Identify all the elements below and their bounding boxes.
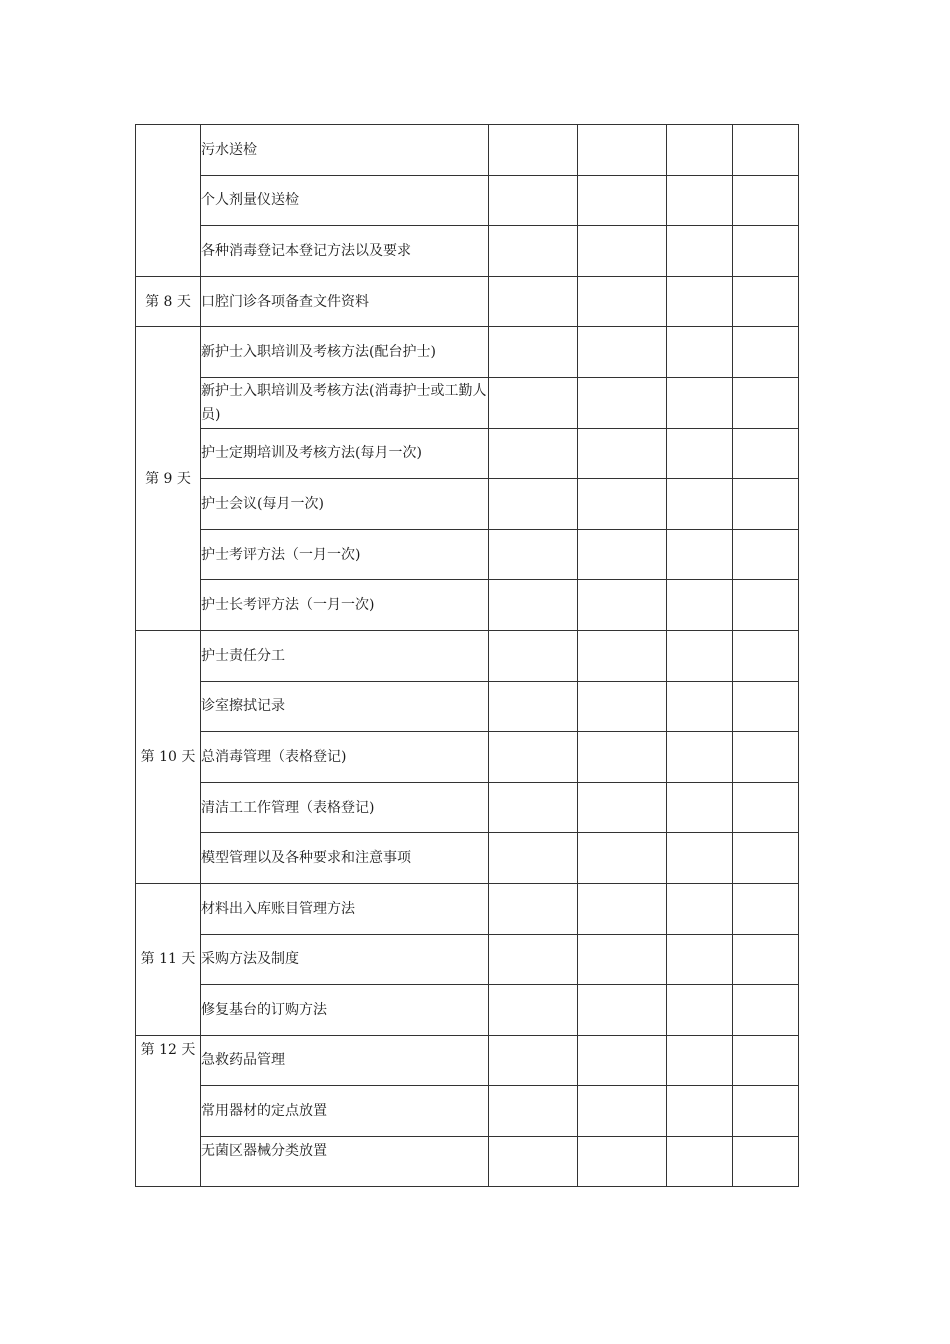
check-cell: [489, 1035, 578, 1086]
check-cell: [578, 226, 667, 277]
check-cell: [489, 1136, 578, 1187]
check-cell: [667, 479, 733, 530]
task-cell: 采购方法及制度: [201, 934, 489, 985]
check-cell: [667, 1035, 733, 1086]
check-cell: [667, 883, 733, 934]
check-cell: [733, 782, 799, 833]
check-cell: [733, 175, 799, 226]
check-cell: [489, 327, 578, 378]
task-cell: 材料出入库账目管理方法: [201, 883, 489, 934]
table-row: [136, 833, 799, 884]
check-cell: [578, 883, 667, 934]
check-cell: [733, 934, 799, 985]
table-row: [136, 428, 799, 479]
check-cell: [489, 377, 578, 428]
check-cell: [667, 782, 733, 833]
task-cell: 口腔门诊各项备查文件资料: [201, 276, 489, 327]
table-row: [136, 681, 799, 732]
task-cell: 护士考评方法（一月一次): [201, 529, 489, 580]
check-cell: [667, 732, 733, 783]
check-cell: [489, 985, 578, 1036]
task-cell: 无菌区器械分类放置: [201, 1136, 489, 1187]
check-cell: [489, 125, 578, 176]
table-row: [136, 883, 799, 934]
task-cell: 各种消毒登记本登记方法以及要求: [201, 226, 489, 277]
check-cell: [667, 226, 733, 277]
check-cell: [578, 125, 667, 176]
task-cell: 清洁工工作管理（表格登记): [201, 782, 489, 833]
table-row: [136, 377, 799, 428]
day-cell: 第 10 天: [136, 630, 201, 883]
task-cell: 护士长考评方法（一月一次): [201, 580, 489, 631]
table-row: [136, 125, 799, 176]
task-cell: 护士会议(每月一次): [201, 479, 489, 530]
check-cell: [578, 580, 667, 631]
check-cell: [667, 934, 733, 985]
check-cell: [667, 175, 733, 226]
check-cell: [733, 883, 799, 934]
day-cell: 第 11 天: [136, 883, 201, 1035]
table-row: [136, 1086, 799, 1137]
check-cell: [667, 681, 733, 732]
table-row: [136, 226, 799, 277]
check-cell: [578, 377, 667, 428]
task-cell: 个人剂量仪送检: [201, 175, 489, 226]
check-cell: [667, 276, 733, 327]
task-cell: 总消毒管理（表格登记): [201, 732, 489, 783]
check-cell: [489, 226, 578, 277]
check-cell: [667, 630, 733, 681]
check-cell: [578, 681, 667, 732]
check-cell: [667, 529, 733, 580]
check-cell: [489, 732, 578, 783]
check-cell: [733, 428, 799, 479]
check-cell: [733, 479, 799, 530]
check-cell: [667, 125, 733, 176]
check-cell: [578, 1035, 667, 1086]
check-cell: [578, 276, 667, 327]
check-cell: [733, 125, 799, 176]
check-cell: [733, 630, 799, 681]
check-cell: [733, 276, 799, 327]
task-cell: 新护士入职培训及考核方法(配台护士): [201, 327, 489, 378]
check-cell: [733, 681, 799, 732]
check-cell: [578, 934, 667, 985]
task-cell: 常用器材的定点放置: [201, 1086, 489, 1137]
check-cell: [578, 428, 667, 479]
task-cell: 修复基台的订购方法: [201, 985, 489, 1036]
check-cell: [578, 479, 667, 530]
task-cell: 污水送检: [201, 125, 489, 176]
check-cell: [733, 985, 799, 1036]
check-cell: [578, 175, 667, 226]
check-cell: [667, 428, 733, 479]
task-cell: 模型管理以及各种要求和注意事项: [201, 833, 489, 884]
check-cell: [578, 630, 667, 681]
check-cell: [489, 681, 578, 732]
task-cell: 护士定期培训及考核方法(每月一次): [201, 428, 489, 479]
training-schedule-table: [135, 124, 799, 1187]
day-cell: [136, 125, 201, 277]
table-row: [136, 276, 799, 327]
check-cell: [733, 226, 799, 277]
check-cell: [489, 580, 578, 631]
table-row: [136, 580, 799, 631]
check-cell: [667, 985, 733, 1036]
check-cell: [667, 1086, 733, 1137]
check-cell: [489, 175, 578, 226]
day-cell: 第 8 天: [136, 276, 201, 327]
table-row: [136, 934, 799, 985]
check-cell: [578, 782, 667, 833]
check-cell: [578, 833, 667, 884]
check-cell: [489, 883, 578, 934]
table-row: [136, 630, 799, 681]
check-cell: [733, 377, 799, 428]
check-cell: [578, 732, 667, 783]
table-row: [136, 732, 799, 783]
check-cell: [667, 833, 733, 884]
check-cell: [578, 1086, 667, 1137]
check-cell: [667, 1136, 733, 1187]
table-row: [136, 985, 799, 1036]
check-cell: [489, 428, 578, 479]
check-cell: [489, 782, 578, 833]
check-cell: [489, 479, 578, 530]
day-cell: 第 12 天: [136, 1035, 201, 1187]
task-cell: 急救药品管理: [201, 1035, 489, 1086]
check-cell: [733, 580, 799, 631]
check-cell: [733, 1086, 799, 1137]
check-cell: [489, 934, 578, 985]
task-cell: 诊室擦拭记录: [201, 681, 489, 732]
check-cell: [578, 529, 667, 580]
check-cell: [733, 732, 799, 783]
table-row: [136, 175, 799, 226]
check-cell: [733, 1035, 799, 1086]
check-cell: [733, 833, 799, 884]
table-row: [136, 479, 799, 530]
check-cell: [578, 985, 667, 1036]
task-cell: 新护士入职培训及考核方法(消毒护士或工勤人员): [201, 377, 489, 428]
check-cell: [733, 1136, 799, 1187]
check-cell: [578, 1136, 667, 1187]
check-cell: [667, 327, 733, 378]
table-row: [136, 1136, 799, 1187]
task-cell: 护士责任分工: [201, 630, 489, 681]
table-row: [136, 1035, 799, 1086]
check-cell: [489, 833, 578, 884]
check-cell: [578, 327, 667, 378]
check-cell: [733, 529, 799, 580]
check-cell: [667, 580, 733, 631]
table-row: [136, 327, 799, 378]
table-row: [136, 782, 799, 833]
check-cell: [489, 276, 578, 327]
check-cell: [489, 529, 578, 580]
check-cell: [667, 377, 733, 428]
check-cell: [733, 327, 799, 378]
table-row: [136, 529, 799, 580]
day-cell: 第 9 天: [136, 327, 201, 631]
check-cell: [489, 630, 578, 681]
check-cell: [489, 1086, 578, 1137]
